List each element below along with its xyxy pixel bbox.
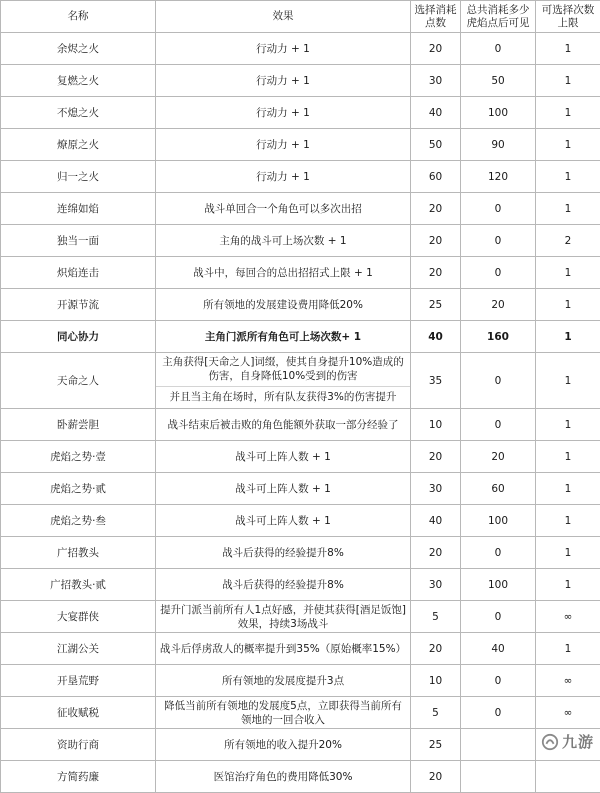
cell-limit: 1 — [536, 353, 600, 409]
cell-cost: 20 — [411, 761, 461, 793]
cell-cost: 30 — [411, 569, 461, 601]
cell-name: 虎焰之势·贰 — [1, 473, 156, 505]
header-row — [1, 1, 600, 33]
cell-visible-after: 40 — [461, 633, 536, 665]
cell-visible-after: 160 — [461, 321, 536, 353]
cell-visible-after: 0 — [461, 665, 536, 697]
cell-cost: 10 — [411, 665, 461, 697]
table-row — [1, 129, 600, 161]
cell-visible-after: 20 — [461, 289, 536, 321]
cell-effect: 所有领地的收入提升20% — [156, 729, 411, 761]
cell-visible-after: 120 — [461, 161, 536, 193]
cell-name: 开垦荒野 — [1, 665, 156, 697]
cell-visible-after: 100 — [461, 97, 536, 129]
cell-name: 大宴群侠 — [1, 601, 156, 633]
cell-effect: 行动力 + 1 — [156, 33, 411, 65]
table-row — [1, 761, 600, 793]
cell-limit: 1 — [536, 257, 600, 289]
cell-cost: 20 — [411, 33, 461, 65]
cell-effect: 战斗后俘虏敌人的概率提升到35%（原始概率15%） — [156, 633, 411, 665]
cell-visible-after: 90 — [461, 129, 536, 161]
cell-cost: 40 — [411, 97, 461, 129]
cell-visible-after: 20 — [461, 441, 536, 473]
cell-visible-after: 0 — [461, 193, 536, 225]
cell-effect: 医馆治疗角色的费用降低30% — [156, 761, 411, 793]
cell-limit — [536, 761, 600, 793]
cell-cost: 60 — [411, 161, 461, 193]
cell-limit: 1 — [536, 289, 600, 321]
cell-limit: 1 — [536, 321, 600, 353]
cell-effect: 主角的战斗可上场次数 + 1 — [156, 225, 411, 257]
cell-visible-after: 0 — [461, 33, 536, 65]
cell-effect: 行动力 + 1 — [156, 129, 411, 161]
cell-visible-after: 0 — [461, 697, 536, 729]
cell-effect: 提升门派当前所有人1点好感，并使其获得[酒足饭饱]效果，持续3场战斗 — [156, 601, 411, 633]
cell-name: 广招教头 — [1, 537, 156, 569]
cell-limit: 1 — [536, 633, 600, 665]
cell-limit: 1 — [536, 129, 600, 161]
table-row — [1, 65, 600, 97]
header-visible-after: 总共消耗多少虎焰点后可见 — [461, 1, 536, 33]
cell-limit: 2 — [536, 225, 600, 257]
cell-name: 资助行商 — [1, 729, 156, 761]
cell-cost: 40 — [411, 321, 461, 353]
cell-cost: 20 — [411, 537, 461, 569]
cell-limit: 1 — [536, 505, 600, 537]
cell-cost: 5 — [411, 697, 461, 729]
table-row — [1, 665, 600, 697]
cell-cost: 40 — [411, 505, 461, 537]
table-row — [1, 505, 600, 537]
cell-effect — [156, 353, 411, 409]
cell-limit: 1 — [536, 473, 600, 505]
cell-cost: 5 — [411, 601, 461, 633]
header-name: 名称 — [1, 1, 156, 33]
cell-cost: 25 — [411, 729, 461, 761]
table-row — [1, 569, 600, 601]
effect-line: 并且当主角在场时，所有队友获得3%的伤害提升 — [156, 386, 410, 408]
cell-visible-after: 100 — [461, 569, 536, 601]
header-cost: 选择消耗点数 — [411, 1, 461, 33]
cell-cost: 25 — [411, 289, 461, 321]
table-row — [1, 321, 600, 353]
cell-effect: 战斗可上阵人数 + 1 — [156, 505, 411, 537]
cell-name: 独当一面 — [1, 225, 156, 257]
table-row — [1, 409, 600, 441]
nine-game-logo-icon — [541, 733, 559, 751]
cell-name: 不熄之火 — [1, 97, 156, 129]
table-row — [1, 697, 600, 729]
cell-effect: 战斗中，每回合的总出招招式上限 + 1 — [156, 257, 411, 289]
cell-name: 征收赋税 — [1, 697, 156, 729]
cell-visible-after: 0 — [461, 409, 536, 441]
table-row — [1, 289, 600, 321]
cell-visible-after — [461, 761, 536, 793]
cell-limit: 1 — [536, 97, 600, 129]
cell-cost: 30 — [411, 473, 461, 505]
cell-effect: 所有领地的发展建设费用降低20% — [156, 289, 411, 321]
cell-limit: 1 — [536, 441, 600, 473]
cell-limit: 1 — [536, 569, 600, 601]
cell-limit: ∞ — [536, 601, 600, 633]
cell-name: 归一之火 — [1, 161, 156, 193]
cell-cost: 50 — [411, 129, 461, 161]
table-row — [1, 537, 600, 569]
cell-effect: 战斗单回合一个角色可以多次出招 — [156, 193, 411, 225]
effect-line: 主角获得[天命之人]词缀，使其自身提升10%造成的伤害，自身降低10%受到的伤害 — [156, 353, 410, 386]
cell-visible-after: 100 — [461, 505, 536, 537]
cell-visible-after: 0 — [461, 537, 536, 569]
table-row — [1, 161, 600, 193]
cell-effect: 战斗可上阵人数 + 1 — [156, 441, 411, 473]
cell-effect: 行动力 + 1 — [156, 161, 411, 193]
cell-limit: 1 — [536, 161, 600, 193]
cell-visible-after: 50 — [461, 65, 536, 97]
cell-name: 广招教头·贰 — [1, 569, 156, 601]
cell-effect: 战斗后获得的经验提升8% — [156, 569, 411, 601]
cell-limit: 1 — [536, 193, 600, 225]
cell-cost: 20 — [411, 193, 461, 225]
table-row — [1, 633, 600, 665]
table-row — [1, 225, 600, 257]
header-limit: 可选择次数上限 — [536, 1, 600, 33]
table-row — [1, 353, 600, 409]
table-row — [1, 33, 600, 65]
cell-effect: 行动力 + 1 — [156, 65, 411, 97]
table-row — [1, 601, 600, 633]
cell-cost: 35 — [411, 353, 461, 409]
cell-visible-after: 0 — [461, 353, 536, 409]
cell-name: 同心协力 — [1, 321, 156, 353]
cell-limit: ∞ — [536, 697, 600, 729]
table-row — [1, 473, 600, 505]
table-row — [1, 193, 600, 225]
cell-cost: 30 — [411, 65, 461, 97]
cell-effect: 行动力 + 1 — [156, 97, 411, 129]
cell-effect: 所有领地的发展度提升3点 — [156, 665, 411, 697]
cell-cost: 20 — [411, 257, 461, 289]
table-row — [1, 441, 600, 473]
cell-effect: 战斗后获得的经验提升8% — [156, 537, 411, 569]
cell-limit: 1 — [536, 33, 600, 65]
table-row — [1, 97, 600, 129]
table-body — [1, 33, 600, 793]
cell-effect: 主角门派所有角色可上场次数+ 1 — [156, 321, 411, 353]
cell-name: 虎焰之势·壹 — [1, 441, 156, 473]
cell-visible-after: 0 — [461, 225, 536, 257]
cell-name: 炽焰连击 — [1, 257, 156, 289]
header-effect: 效果 — [156, 1, 411, 33]
watermark — [541, 731, 594, 752]
cell-cost: 20 — [411, 633, 461, 665]
cell-name: 江湖公关 — [1, 633, 156, 665]
cell-name: 卧薪尝胆 — [1, 409, 156, 441]
cell-visible-after: 0 — [461, 601, 536, 633]
table-row — [1, 257, 600, 289]
cell-name: 开源节流 — [1, 289, 156, 321]
cell-cost: 20 — [411, 441, 461, 473]
watermark-text: 九游 — [562, 731, 594, 752]
cell-effect: 战斗结束后被击败的角色能额外获取一部分经验了 — [156, 409, 411, 441]
cell-visible-after: 60 — [461, 473, 536, 505]
cell-name: 虎焰之势·叁 — [1, 505, 156, 537]
cell-limit: 1 — [536, 65, 600, 97]
cell-effect: 战斗可上阵人数 + 1 — [156, 473, 411, 505]
cell-limit: 1 — [536, 409, 600, 441]
cell-cost: 20 — [411, 225, 461, 257]
cell-limit: 1 — [536, 537, 600, 569]
cell-visible-after: 0 — [461, 257, 536, 289]
cell-limit: ∞ — [536, 665, 600, 697]
cell-effect: 降低当前所有领地的发展度5点，立即获得当前所有领地的一回合收入 — [156, 697, 411, 729]
cell-name: 复燃之火 — [1, 65, 156, 97]
cell-name: 方简药廉 — [1, 761, 156, 793]
cell-cost: 10 — [411, 409, 461, 441]
cell-name: 余烬之火 — [1, 33, 156, 65]
cell-name: 燎原之火 — [1, 129, 156, 161]
cell-name: 连绵如焰 — [1, 193, 156, 225]
cell-name: 天命之人 — [1, 353, 156, 409]
